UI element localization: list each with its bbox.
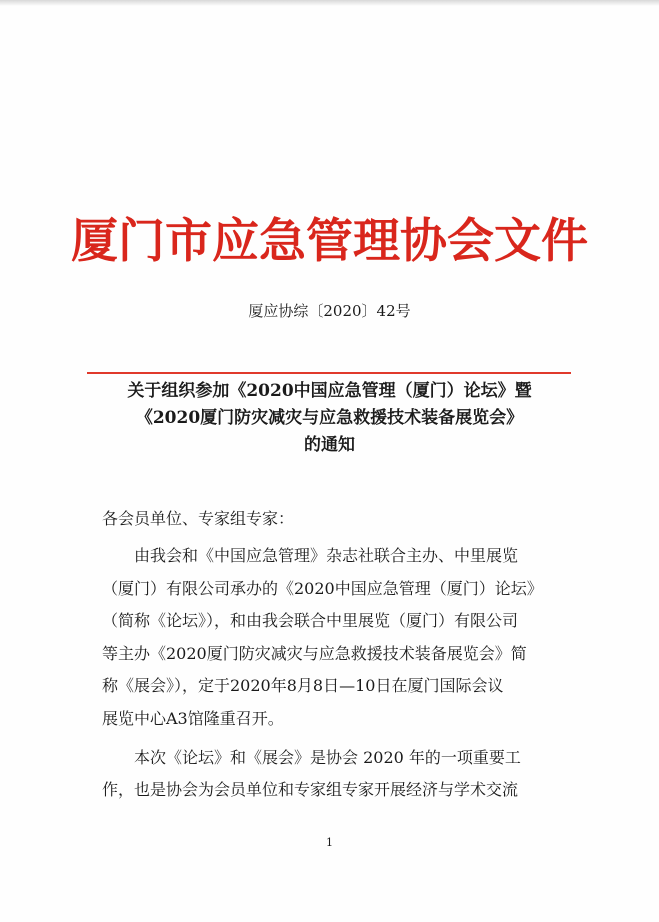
- body-line: （简称《论坛》），和由我会联合中里展览（厦门）有限公司: [102, 611, 519, 631]
- salutation: 各会员单位、专家组专家：: [102, 509, 295, 528]
- body-text: [102, 540, 564, 807]
- red-divider-rule: [87, 372, 571, 374]
- document-number: 厦应协综〔2020〕42号: [248, 302, 411, 320]
- notice-title: [60, 378, 599, 459]
- body-line: 等主办《2020厦门防灾减灾与应急救援技术装备展览会》简: [102, 643, 527, 663]
- scan-top-edge: [0, 0, 659, 6]
- body-line: 本次《论坛》和《展会》是协会 2020 年的一项重要工: [134, 747, 521, 767]
- notice-title-line: 《2020厦门防灾减灾与应急救援技术装备展览会》: [135, 408, 524, 428]
- header-title: 厦门市应急管理协会文件: [71, 214, 588, 269]
- body-line: 作，也是协会为会员单位和专家组专家开展经济与学术交流: [102, 780, 519, 800]
- body-line: 由我会和《中国应急管理》杂志社联合主办、中里展览: [134, 546, 519, 565]
- reverse-side-bleed: [100, 90, 570, 180]
- page-number: 1: [326, 836, 333, 849]
- notice-title-line: 的通知: [304, 435, 355, 455]
- notice-title-line: 关于组织参加《2020中国应急管理（厦门）论坛》暨: [127, 381, 532, 401]
- body-line: （厦门）有限公司承办的《2020中国应急管理（厦门）论坛》: [102, 578, 543, 598]
- body-line: 展览中心A3馆隆重召开。: [102, 708, 284, 728]
- body-line: 称《展会》），定于2020年8月8日—10日在厦门国际会议: [102, 676, 504, 696]
